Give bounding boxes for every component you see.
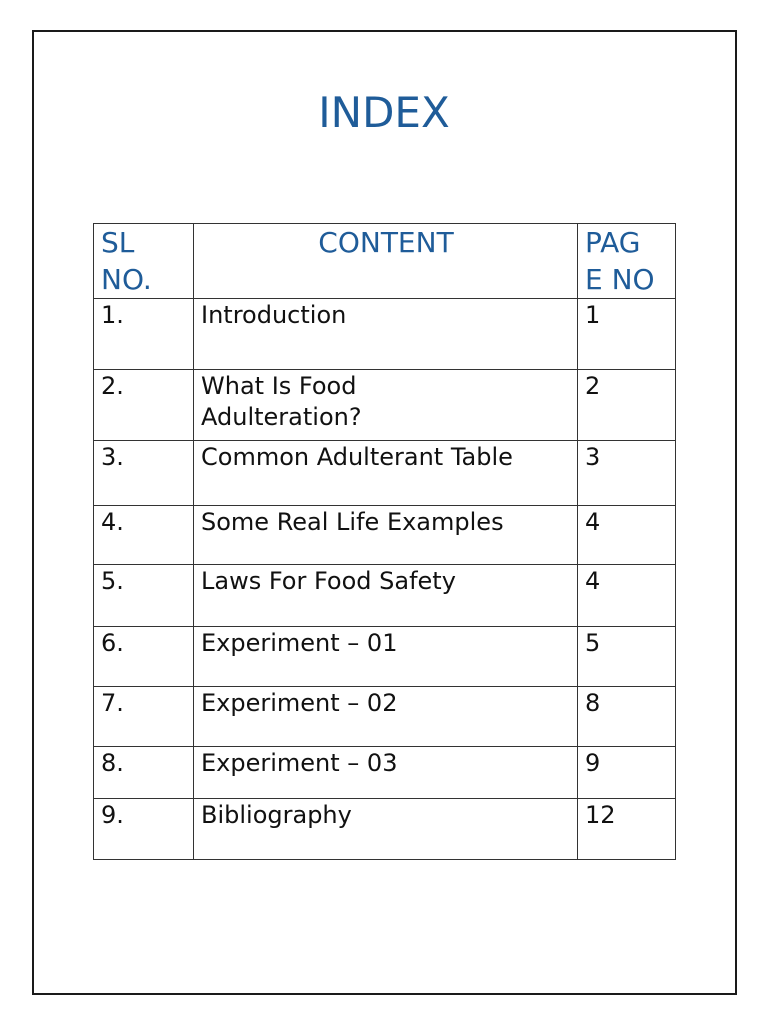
row-page-no: 9: [578, 747, 676, 799]
table-row: [94, 441, 676, 506]
header-content: CONTENT: [194, 224, 578, 299]
row-sl-no: 3.: [94, 441, 194, 506]
row-content-line: What Is Food: [201, 372, 357, 400]
row-content: Laws For Food Safety: [194, 565, 578, 627]
header-page-no-line: PAG: [585, 226, 641, 259]
row-sl-no: 8.: [94, 747, 194, 799]
row-sl-no: 9.: [94, 799, 194, 860]
table-row: [94, 565, 676, 627]
table-row: [94, 299, 676, 370]
table-row: [94, 627, 676, 687]
row-sl-no: 2.: [94, 370, 194, 441]
index-table: [93, 223, 676, 860]
row-page-no: 4: [578, 506, 676, 565]
page-title: INDEX: [318, 88, 450, 137]
header-sl-no-line: NO.: [101, 263, 152, 296]
header-sl-no: [94, 224, 194, 299]
header-sl-no-line: SL: [101, 226, 135, 259]
row-content: [194, 370, 578, 441]
row-content: Introduction: [194, 299, 578, 370]
header-page-no: [578, 224, 676, 299]
table-row: [94, 747, 676, 799]
row-page-no: 2: [578, 370, 676, 441]
row-sl-no: 4.: [94, 506, 194, 565]
table-row: [94, 506, 676, 565]
row-page-no: 4: [578, 565, 676, 627]
row-content: Bibliography: [194, 799, 578, 860]
table-row: [94, 687, 676, 747]
row-page-no: 12: [578, 799, 676, 860]
row-sl-no: 6.: [94, 627, 194, 687]
table-row: [94, 799, 676, 860]
row-content: Some Real Life Examples: [194, 506, 578, 565]
row-sl-no: 7.: [94, 687, 194, 747]
row-content: Common Adulterant Table: [194, 441, 578, 506]
table-row: [94, 370, 676, 441]
row-page-no: 3: [578, 441, 676, 506]
row-content: Experiment – 03: [194, 747, 578, 799]
row-content: Experiment – 02: [194, 687, 578, 747]
row-sl-no: 5.: [94, 565, 194, 627]
row-page-no: 1: [578, 299, 676, 370]
row-sl-no: 1.: [94, 299, 194, 370]
row-content-line: Adulteration?: [201, 403, 362, 431]
header-page-no-line: E NO: [585, 263, 655, 296]
header-row: [94, 224, 676, 299]
row-page-no: 8: [578, 687, 676, 747]
row-content: Experiment – 01: [194, 627, 578, 687]
row-page-no: 5: [578, 627, 676, 687]
